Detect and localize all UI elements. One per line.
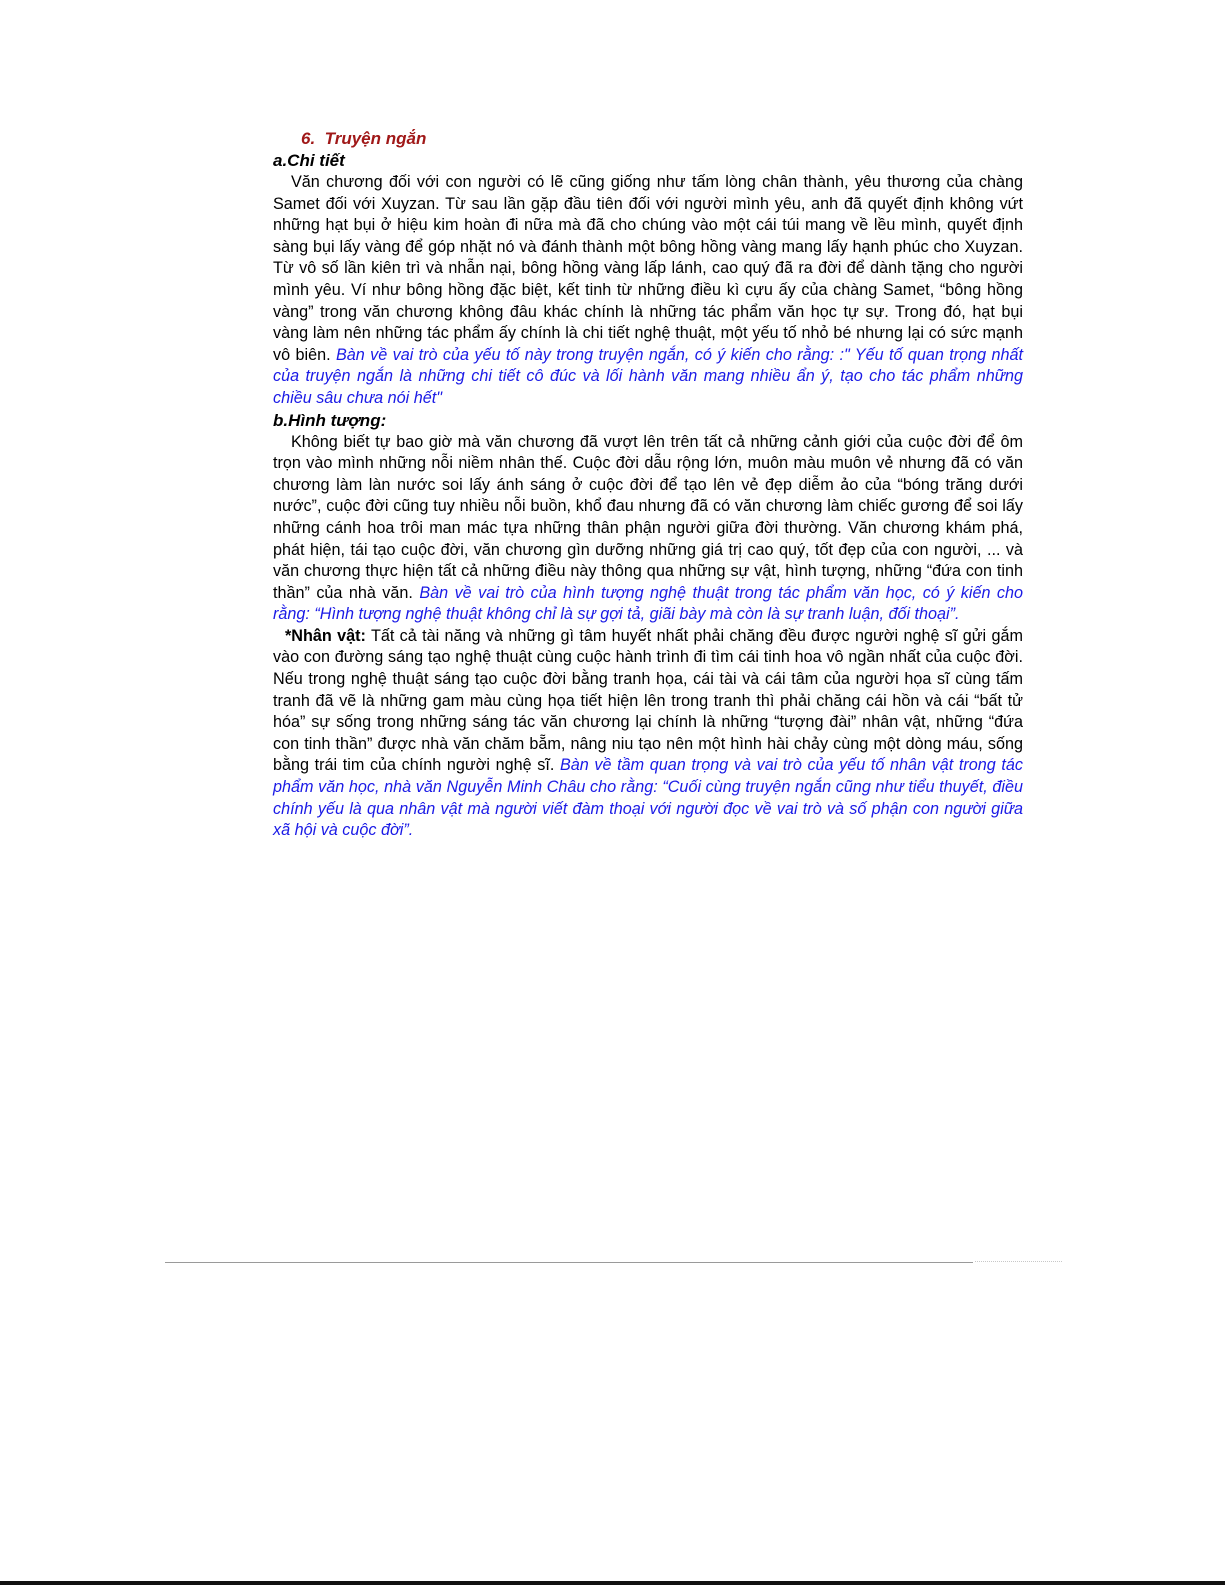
nhan-vat-body: Tất cả tài năng và những gì tâm huyết nhất phải chăng đều được người nghệ sĩ gửi gắm vào con đường sáng tạo nghệ thuật cùng cuộc hành trình đi tìm cái tinh hoa vô ngần nhất của cuộc đời. Nếu trong nghệ thuật sáng tạo cuộc đời bằng tranh họa, cái tài và cái tâm của người họa sĩ cùng tấm tranh đã vẽ là những gam màu cùng họa tiết hiện lên trong tranh thì phải chăng cái hồn và cái “bất tử hóa” sự sống trong những sáng tác văn chương lại chính là những “tượng đài” nhân vật, những “đứa con tinh thần” được nhà văn chăm bẵm, nâng niu tạo nên một hình hài chảy cùng một dòng máu, sống bằng trái tim của chính người nghệ sĩ. bbox=[273, 626, 1023, 775]
section-heading bbox=[273, 128, 1023, 150]
nhan-vat-lead: *Nhân vật: bbox=[285, 626, 366, 645]
page-bottom-edge bbox=[0, 1581, 1225, 1585]
hinh-tuong-quote: Bàn về vai trò của hình tượng nghệ thuật trong tác phẩm văn học, có ý kiến cho rằng: “Hình tượng nghệ thuật không chỉ là sự gợi tả, giãi bày mà còn là sự tranh luận, đối thoại”. bbox=[273, 583, 1023, 624]
chi-tiet-paragraph bbox=[273, 172, 1023, 410]
hinh-tuong-body: Không biết tự bao giờ mà văn chương đã vượt lên trên tất cả những cảnh giới của cuộc đời để ôm trọn vào mình những nỗi niềm nhân thế. Cuộc đời dẫu rộng lớn, muôn màu muôn vẻ nhưng đã có văn chương làm làn nước soi lấy ánh sáng ở cuộc đời để tạo lên vẻ đẹp diễm ảo của “bóng trăng dưới nước”, cuộc đời cũng tuy nhiều nỗi buồn, khổ đau nhưng đã có văn chương làm chiếc gương để soi lấy những cánh hoa trôi man mác tựa những thân phận người giữa đời thường. Văn chương khám phá, phát hiện, tái tạo cuộc đời, văn chương gìn dưỡng những giá trị cao quý, tốt đẹp của con người, ... và văn chương thực hiện tất cả những điều này thông qua những sự vật, hình tượng, những “đứa con tinh thần” của nhà văn. bbox=[273, 432, 1023, 602]
chi-tiet-quote: Bàn về vai trò của yếu tố này trong truyện ngắn, có ý kiến cho rằng: :" Yếu tố quan trọng nhất của truyện ngắn là những chi tiết cô đúc và lối hành văn mang nhiều ẩn ý, tạo cho tác phẩm những chiều sâu chưa nói hết" bbox=[273, 345, 1023, 407]
chi-tiet-heading: a.Chi tiết bbox=[273, 151, 345, 170]
nhan-vat-paragraph bbox=[273, 626, 1023, 842]
nhan-vat-quote: Bàn về tầm quan trọng và vai trò của yếu tố nhân vật trong tác phẩm văn học, nhà văn Nguyễn Minh Châu cho rằng: “Cuối cùng truyện ngắn cũng như tiểu thuyết, điều chính yếu là qua nhân vật mà người viết đàm thoại với người đọc về vai trò và số phận con người giữa xã hội và cuộc đời”. bbox=[273, 756, 1024, 840]
hinh-tuong-heading: b.Hình tượng: bbox=[273, 410, 387, 430]
chi-tiet-body: Văn chương đối với con người có lẽ cũng giống như tấm lòng chân thành, yêu thương của chàng Samet đối với Xuyzan. Từ sau lần gặp đầu tiên đối với người mình yêu, anh đã quyết định không vứt những hạt bụi ở hiệu kim hoàn đi nữa mà đã cho chúng vào một cái túi mang về lều mình, quyết định sàng bụi lấy vàng để góp nhặt nó và đánh thành một bông hồng vàng mang lấy hạnh phúc cho Xuyzan. Từ vô số lần kiên trì và nhẫn nại, bông hồng vàng lấp lánh, cao quý đã ra đời để dành tặng cho người mình yêu. Ví như bông hồng đặc biệt, kết tinh từ những điều kì cựu ấy của chàng Samet, “bông hồng vàng” trong văn chương không đâu khác chính là những tác phẩm văn học tự sự. Trong đó, hạt bụi vàng làm nên những tác phẩm ấy chính là chi tiết nghệ thuật, một yếu tố nhỏ bé nhưng lại có sức mạnh vô biên. bbox=[273, 173, 1023, 364]
footer-mark bbox=[975, 1261, 1062, 1262]
section-number: 6. bbox=[301, 129, 316, 148]
section-title: Truyện ngắn bbox=[324, 129, 427, 148]
document-page bbox=[273, 128, 1023, 842]
footer-divider bbox=[165, 1262, 973, 1263]
hinh-tuong-paragraph bbox=[273, 432, 1023, 626]
